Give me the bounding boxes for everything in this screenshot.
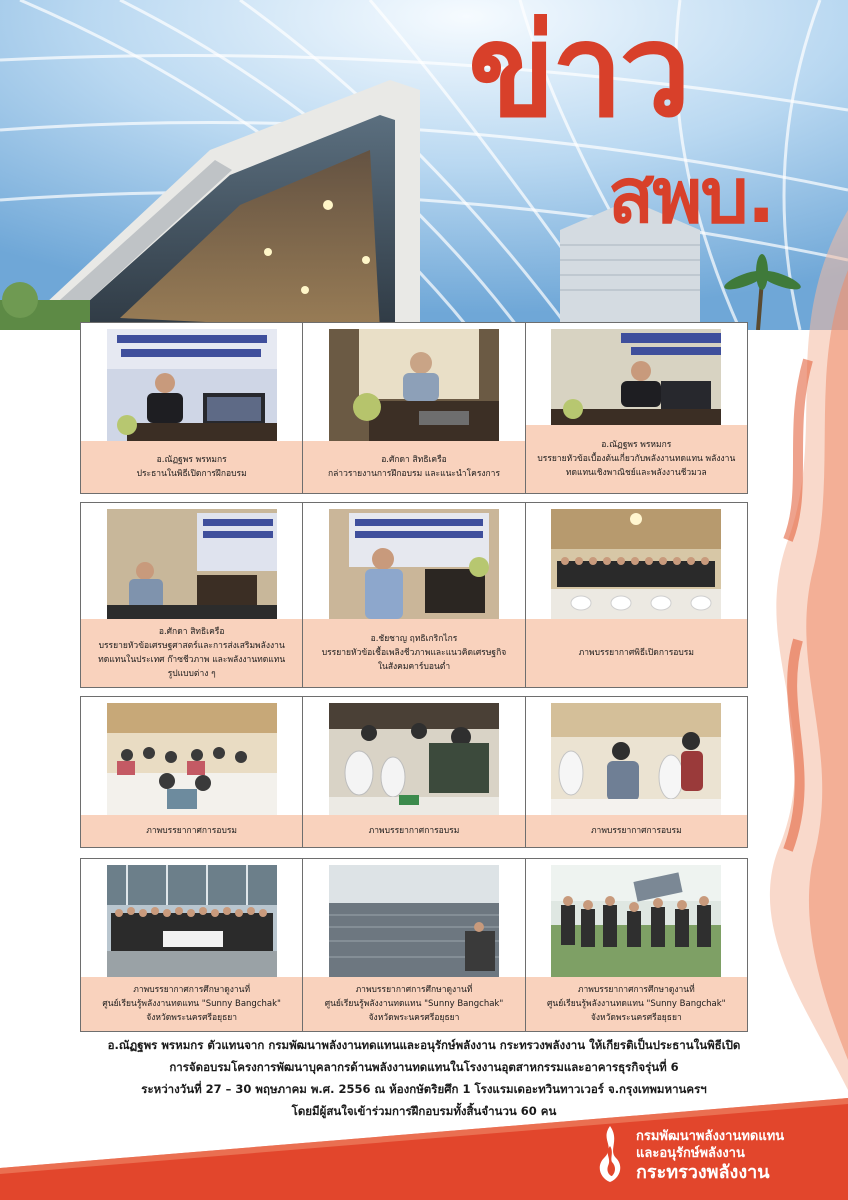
caption-line: อ.ณัฏฐพร พรหมกร xyxy=(156,455,227,465)
photo-caption xyxy=(303,977,524,1031)
photo-cell xyxy=(81,859,303,1031)
caption-line: ภาพบรรยากาศการศึกษาดูงานที่ xyxy=(133,985,251,995)
photo-group-visit xyxy=(107,865,277,977)
caption-line: บรรยายหัวข้อเชื้อเพลิงชีวภาพและแนวคิดเศรษฐกิจ xyxy=(321,648,507,658)
photo-training-participants xyxy=(329,703,499,815)
photo-grid xyxy=(80,322,748,1040)
caption-line: ทดแทนเชิงพาณิชย์และพลังงานชีวมวล xyxy=(565,468,707,478)
photo-training-desks xyxy=(551,703,721,815)
photo-caption xyxy=(81,441,302,493)
department-name xyxy=(636,1128,784,1184)
photo-cell xyxy=(303,859,525,1031)
caption-line: ภาพบรรยากาศการอบรม xyxy=(146,826,238,836)
body-line-2: การจัดอบรมโครงการพัฒนาบุคลากรด้านพลังงานทดแทนในโรงงานอุตสาหกรรมและอาคารธุรกิจรุ่นที่ 6 xyxy=(169,1060,679,1074)
caption-line: ทดแทนในประเทศ ก๊าซชีวภาพ และพลังงานทดแทน xyxy=(98,655,286,665)
photo-caption xyxy=(526,425,747,493)
caption-line: บรรยายหัวข้อเศรษฐศาสตร์และการส่งเสริมพลังงาน xyxy=(98,641,285,651)
title-khao: ข่าว xyxy=(468,0,688,146)
caption-line: จังหวัดพระนครศรีอยุธยา xyxy=(146,1013,238,1023)
photo-cell xyxy=(303,323,525,493)
photo-row-1 xyxy=(80,322,748,494)
photo-row-3 xyxy=(80,696,748,848)
title-agency-abbr: สพบ. xyxy=(608,151,774,240)
photo-caption xyxy=(526,619,747,687)
caption-line: ภาพบรรยากาศการอบรม xyxy=(368,826,460,836)
photo-cell xyxy=(526,859,747,1031)
photo-opening-audience xyxy=(551,509,721,619)
photo-caption xyxy=(526,977,747,1031)
caption-line: ศูนย์เรียนรู้พลังงานทดแทน "Sunny Bangchak" xyxy=(324,999,504,1009)
photo-caption xyxy=(526,815,747,847)
ministry-name: กระทรวงพลังงาน xyxy=(636,1162,770,1183)
caption-line: อ.ศักดา สิทธิเครือ xyxy=(381,455,447,465)
photo-cell xyxy=(81,323,303,493)
photo-cell xyxy=(81,697,303,847)
department-line-1: กรมพัฒนาพลังงานทดแทน xyxy=(636,1129,785,1144)
body-line-4: โดยมีผู้สนใจเข้าร่วมการฝึกอบรมทั้งสิ้นจำนวน 60 คน xyxy=(291,1104,557,1118)
photo-caption xyxy=(303,619,524,687)
photo-row-2 xyxy=(80,502,748,688)
photo-cell xyxy=(526,503,747,687)
photo-training-room xyxy=(107,703,277,815)
caption-line: ภาพบรรยากาศการศึกษาดูงานที่ xyxy=(355,985,473,995)
body-line-1: อ.ณัฏฐพร พรหมกร ตัวแทนจาก กรมพัฒนาพลังงานทดแทนและอนุรักษ์พลังงาน กระทรวงพลังงาน ให้เกียรติเป็นประธานในพิธีเปิด xyxy=(107,1038,741,1052)
photo-speaker-standing xyxy=(329,509,499,619)
photo-speaker-report xyxy=(329,329,499,441)
photo-caption xyxy=(81,815,302,847)
photo-caption xyxy=(81,619,302,687)
caption-line: บรรยายหัวข้อเบื้องต้นเกี่ยวกับพลังงานทดแทน พลังงาน xyxy=(537,454,736,464)
caption-line: อ.ณัฏฐพร พรหมกร xyxy=(601,440,672,450)
ministry-flame-logo-icon xyxy=(590,1124,630,1184)
caption-line: อ.ศักดา สิทธิเครือ xyxy=(158,627,225,637)
photo-site-tour xyxy=(551,865,721,977)
photo-cell xyxy=(303,697,525,847)
photo-cell xyxy=(526,323,747,493)
caption-line: จังหวัดพระนครศรีอยุธยา xyxy=(590,1013,682,1023)
photo-cell xyxy=(81,503,303,687)
photo-caption xyxy=(81,977,302,1031)
caption-line: ภาพบรรยากาศการอบรม xyxy=(590,826,682,836)
photo-solar-farm xyxy=(329,865,499,977)
caption-line: รูปแบบต่าง ๆ xyxy=(167,669,216,679)
photo-row-4 xyxy=(80,858,748,1032)
caption-line: กล่าวรายงานการฝึกอบรม และแนะนำโครงการ xyxy=(327,469,501,479)
photo-caption xyxy=(303,815,524,847)
photo-speaker-podium xyxy=(107,329,277,441)
caption-line: จังหวัดพระนครศรีอยุธยา xyxy=(368,1013,460,1023)
caption-line: ในสังคมคาร์บอนต่ำ xyxy=(377,662,451,672)
caption-line: ภาพบรรยากาศการศึกษาดูงานที่ xyxy=(577,985,695,995)
photo-cell xyxy=(526,697,747,847)
photo-speaker-microphone xyxy=(107,509,277,619)
caption-line: ศูนย์เรียนรู้พลังงานทดแทน "Sunny Bangchak" xyxy=(102,999,281,1009)
photo-cell xyxy=(303,503,525,687)
body-line-3: ระหว่างวันที่ 27 – 30 พฤษภาคม พ.ศ. 2556 ณ ห้องกษัตริยศึก 1 โรงแรมเดอะทวินทาวเวอร์ จ.กรุงเทพมหานครฯ xyxy=(141,1082,707,1096)
department-line-2: และอนุรักษ์พลังงาน xyxy=(636,1146,745,1161)
caption-line: ศูนย์เรียนรู้พลังงานทดแทน "Sunny Bangchak" xyxy=(547,999,726,1009)
photo-speaker-lecture xyxy=(551,329,721,425)
caption-line: อ.ชัยชาญ ฤทธิเกริกไกร xyxy=(370,634,458,644)
photo-caption xyxy=(303,441,524,493)
caption-line: ประธานในพิธีเปิดการฝึกอบรม xyxy=(136,469,247,479)
caption-line: ภาพบรรยากาศพิธีเปิดการอบรม xyxy=(578,648,694,658)
